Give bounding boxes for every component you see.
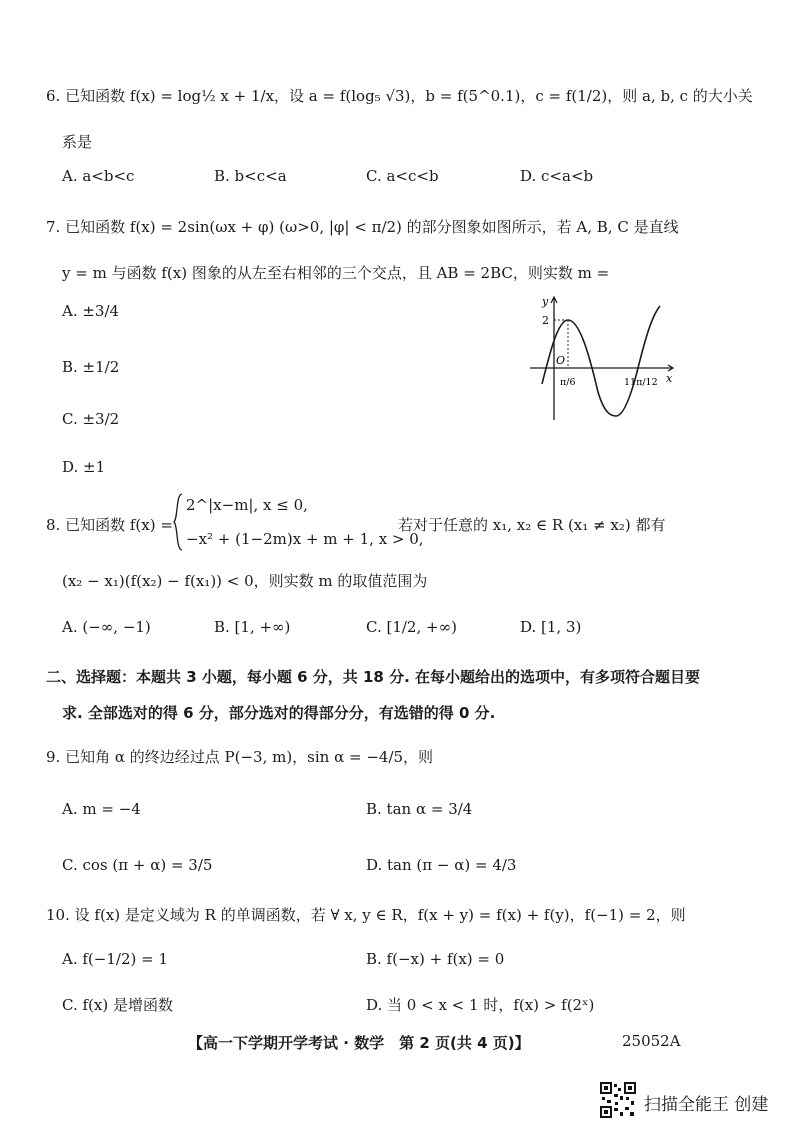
q8-option-d: D. [1, 3) [520, 618, 582, 636]
q8-option-c: C. [1/2, +∞) [366, 618, 457, 636]
x-axis-label: x [666, 372, 673, 385]
section2-line1: 二、选择题：本题共 3 小题，每小题 6 分，共 18 分. 在每小题给出的选项中，有多项符合题目要 [46, 668, 701, 686]
q8-stem-cont: (x₂ − x₁)(f(x₂) − f(x₁)) < 0，则实数 m 的取值范围为 [62, 572, 428, 590]
q7-option-a: A. ±3/4 [62, 302, 120, 320]
q10-stem: 10. 设 f(x) 是定义域为 R 的单调函数，若 ∀ x, y ∈ R，f(x + y) = f(x) + f(y)，f(−1) = 2，则 [46, 906, 686, 924]
q6-option-d: D. c<a<b [520, 167, 594, 185]
q8-condition: 若对于任意的 x₁, x₂ ∈ R (x₁ ≠ x₂) 都有 [398, 516, 666, 534]
q6-option-b: B. b<c<a [214, 167, 287, 185]
q7-option-d: D. ±1 [62, 458, 106, 476]
tick-11pi-12: 11π/12 [624, 377, 658, 388]
q9-option-b: B. tan α = 3/4 [366, 800, 473, 818]
q7-option-c: C. ±3/2 [62, 410, 120, 428]
q6-option-c: C. a<c<b [366, 167, 439, 185]
q8-case-1: 2^|x−m|, x ≤ 0, [186, 496, 308, 514]
q8-option-b: B. [1, +∞) [214, 618, 291, 636]
y-max-tick: 2 [542, 314, 549, 327]
q9-option-d: D. tan (π − α) = 4/3 [366, 856, 517, 874]
q9-option-a: A. m = −4 [62, 800, 141, 818]
q7-stem: 7. 已知函数 f(x) = 2sin(ωx + φ) (ω>0, |φ| < π/2) 的部分图象如图所示，若 A, B, C 是直线 [46, 218, 679, 236]
q7-stem-cont: y = m 与函数 f(x) 图象的从左至右相邻的三个交点，且 AB = 2BC，则实数 m = [62, 264, 610, 282]
q8-brace [172, 492, 184, 552]
q10-option-a: A. f(−1/2) = 1 [62, 950, 168, 968]
section2-line2: 求. 全部选对的得 6 分，部分选对的得部分分，有选错的得 0 分. [62, 704, 496, 722]
scanner-watermark: 扫描全能王 创建 [644, 1095, 769, 1115]
q8-prefix: 8. 已知函数 f(x) = [46, 516, 173, 534]
q6-stem: 6. 已知函数 f(x) = log½ x + 1/x，设 a = f(log₅ √3)，b = f(5^0.1)，c = f(1/2)，则 a, b, c 的大小关 [46, 87, 753, 105]
q9-option-c: C. cos (π + α) = 3/5 [62, 856, 213, 874]
q9-stem: 9. 已知角 α 的终边经过点 P(−3, m)，sin α = −4/5，则 [46, 748, 434, 766]
page-footer-title: 【高一下学期开学考试 · 数学 第 2 页(共 4 页)】 [188, 1034, 530, 1052]
exam-code: 25052A [622, 1032, 681, 1050]
q8-case-2: −x² + (1−2m)x + m + 1, x > 0, [186, 530, 424, 548]
y-axis-label: y [542, 295, 549, 308]
tick-pi-6: π/6 [560, 377, 576, 388]
q6-option-a: A. a<b<c [62, 167, 135, 185]
q7-option-b: B. ±1/2 [62, 358, 120, 376]
q10-option-c: C. f(x) 是增函数 [62, 996, 173, 1014]
sine-graph [528, 292, 676, 424]
qr-code-icon [600, 1082, 636, 1118]
q10-option-b: B. f(−x) + f(x) = 0 [366, 950, 505, 968]
q10-option-d: D. 当 0 < x < 1 时，f(x) > f(2ˣ) [366, 996, 595, 1014]
q8-option-a: A. (−∞, −1) [62, 618, 151, 636]
origin-label: O [556, 354, 566, 367]
q6-stem-cont: 系是 [62, 133, 93, 151]
